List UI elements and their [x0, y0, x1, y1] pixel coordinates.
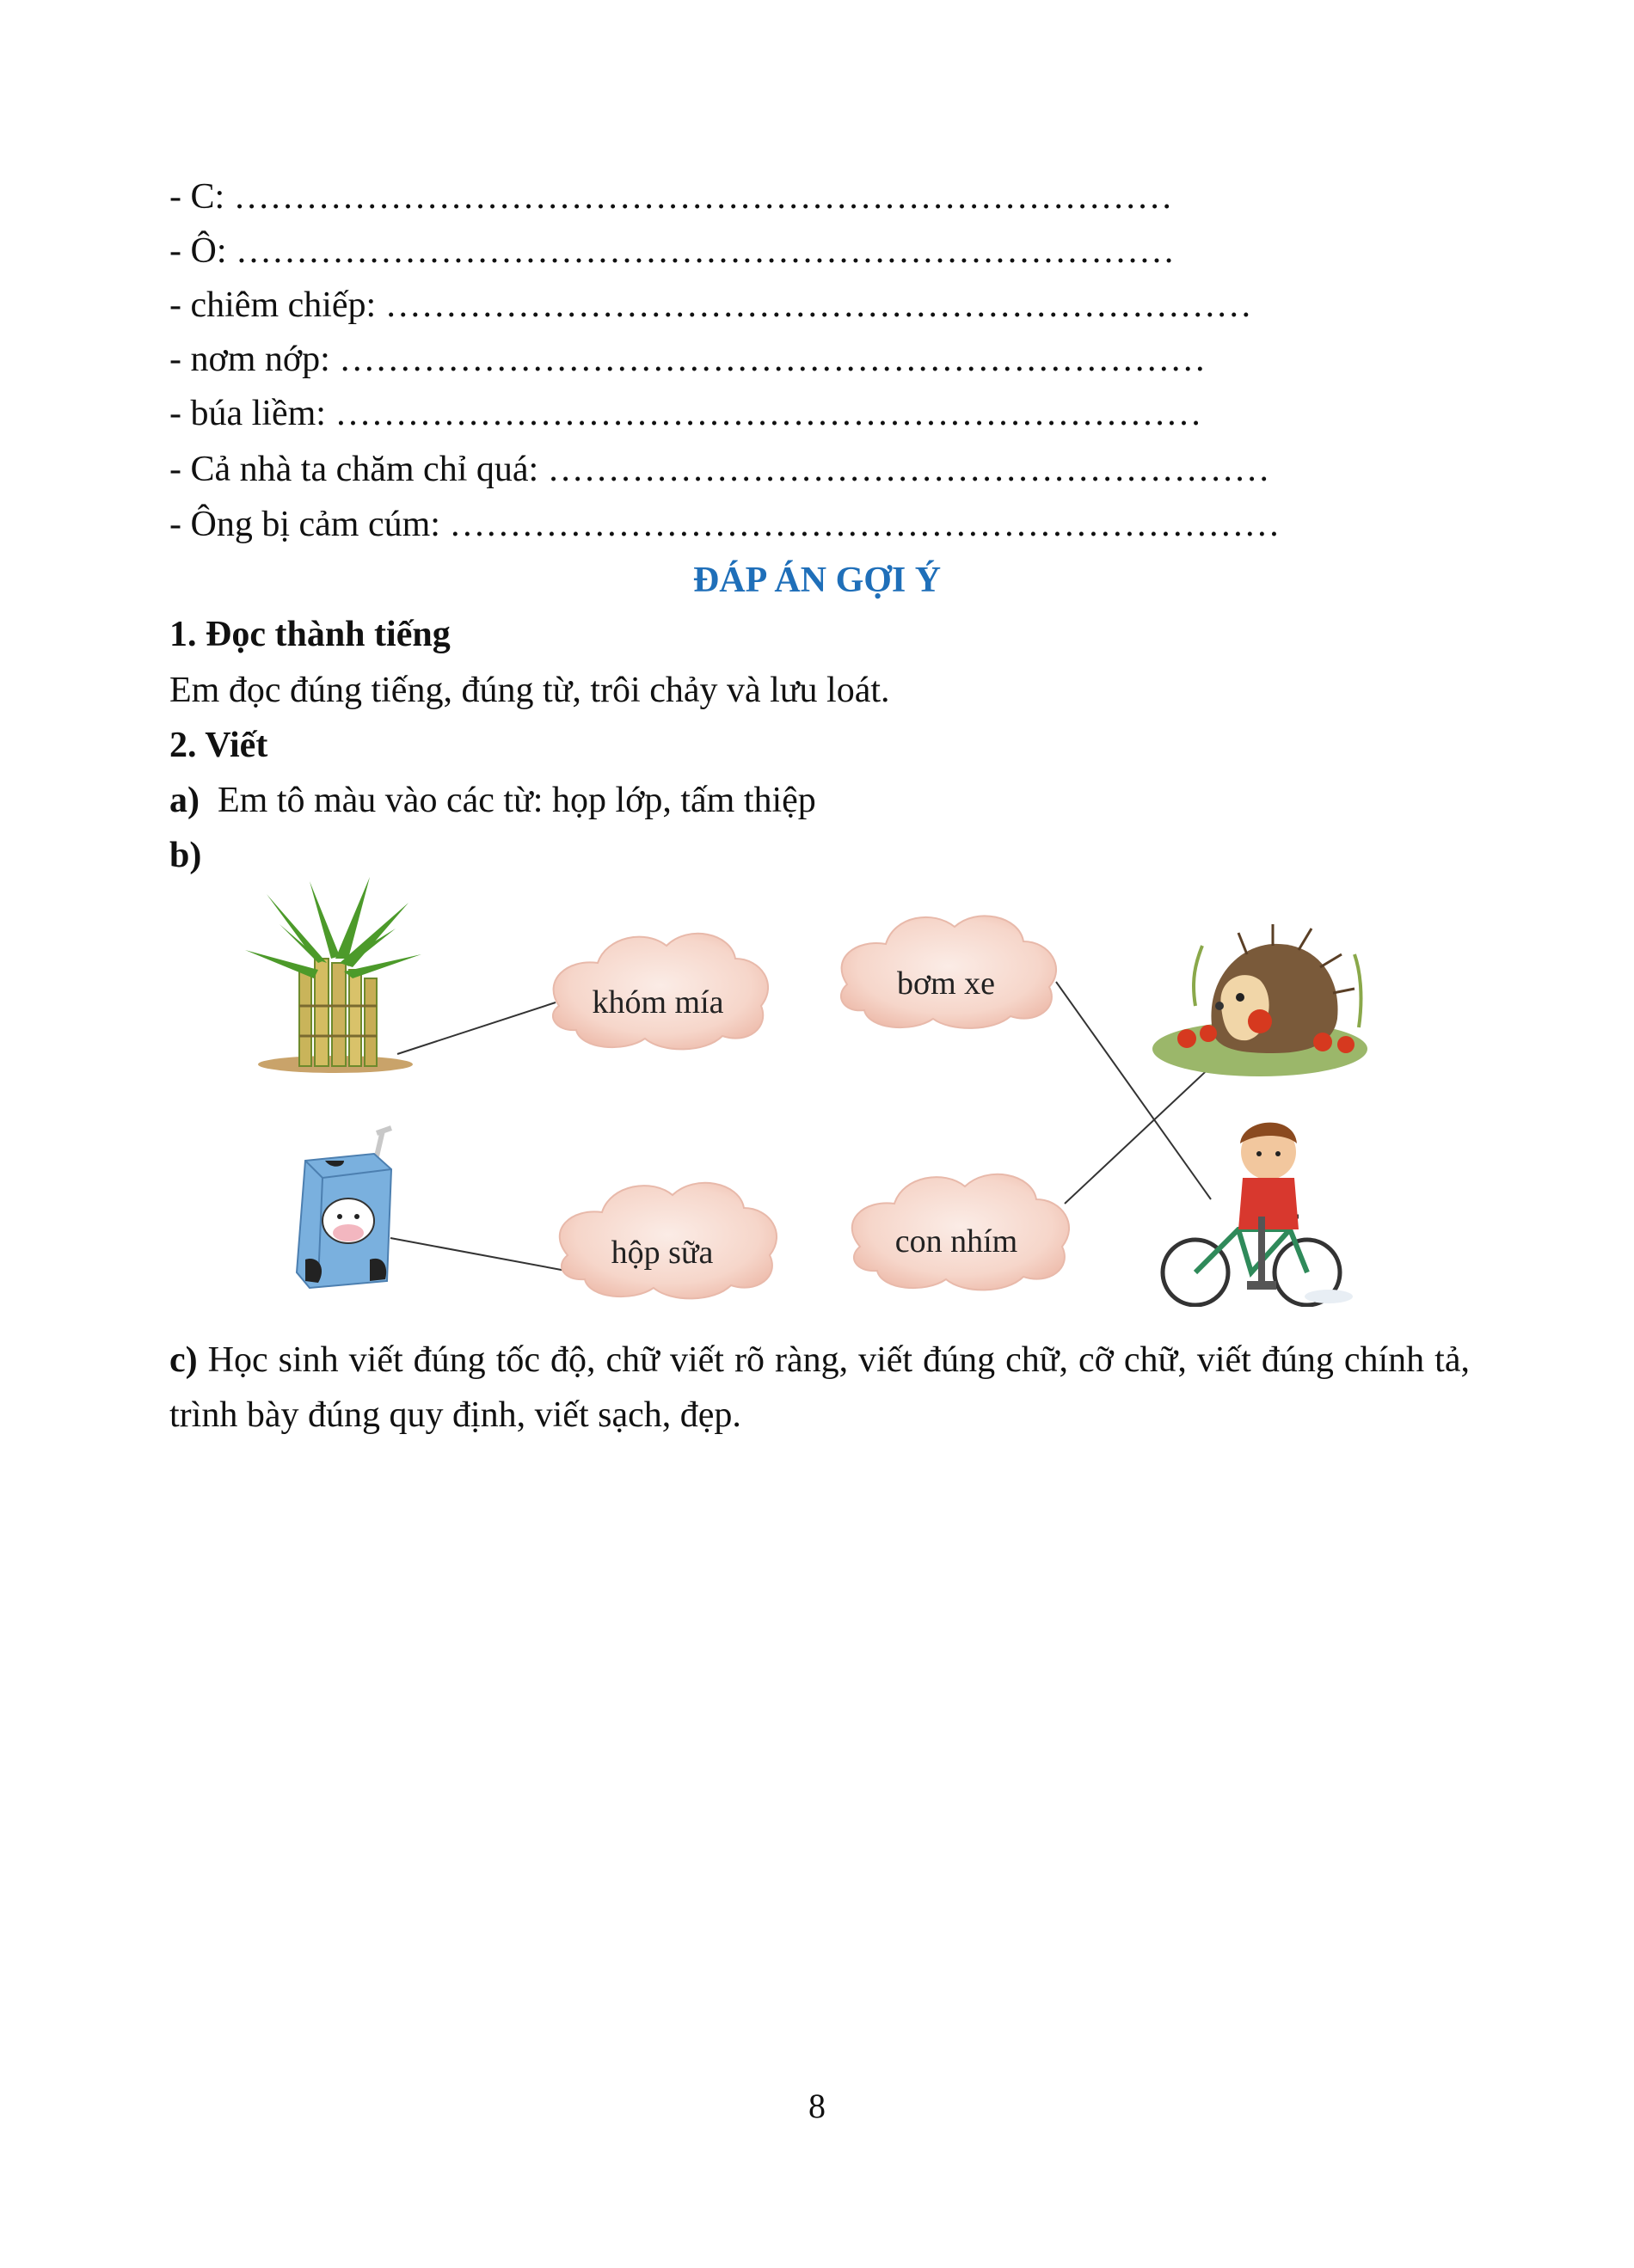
cloud-con-nhim: [852, 1174, 1069, 1290]
answer-dots: ……………………………………………………: [547, 450, 1270, 489]
match-line-mia: [397, 1002, 556, 1054]
line-label: - Ô:: [169, 231, 236, 271]
cloud-khom-mia: [553, 934, 768, 1050]
item-c-label: c): [169, 1340, 198, 1380]
exercise-line-c: [169, 169, 1477, 224]
line-label: - Cả nhà ta chăm chỉ quá:: [169, 450, 548, 489]
sugarcane-image: [245, 877, 421, 1073]
match-line-bom-xe: [1056, 982, 1211, 1199]
boy-bicycle-image: [1163, 1123, 1353, 1305]
section2-title: 2. Viết: [169, 726, 268, 765]
line-label: - nơm nớp:: [169, 340, 340, 379]
cloud-label-bom-xe: bơm xe: [896, 965, 996, 1002]
line-label: - C:: [169, 177, 234, 217]
section2-c: [169, 1333, 1470, 1443]
exercise-line-ca-nha: [169, 442, 1477, 497]
exercise-line-bua-liem: [169, 386, 1477, 441]
cloud-label-con-nhim: con nhím: [894, 1223, 1018, 1260]
page-number: 8: [808, 2087, 826, 2125]
section2-a: [169, 773, 1477, 828]
exercise-line-o: [169, 224, 1477, 279]
cloud-hop-sua: [560, 1183, 777, 1299]
matching-illustration: [232, 877, 1385, 1307]
answer-dots: ………………………………………………………………: [384, 285, 1252, 325]
cloud-bom-xe: [841, 916, 1056, 1028]
answer-dots: ………………………………………………………………: [339, 340, 1207, 379]
item-a-text: Em tô màu vào các từ: họp lớp, tấm thiệp: [218, 781, 816, 820]
milk-carton-image: [297, 1128, 391, 1288]
item-c-text: Học sinh viết đúng tốc độ, chữ viết rõ ràng, viết đúng chữ, cỡ chữ, viết đúng chính tả, trình bày đúng quy định, viết sạch, đẹp.: [169, 1340, 1470, 1435]
hedgehog-image: [1152, 924, 1367, 1076]
line-label: - búa liềm:: [169, 394, 335, 433]
answer-dots: ……………………………………………………………………: [236, 231, 1175, 271]
answer-dots: ……………………………………………………………………: [233, 177, 1173, 217]
exercise-line-nom-nop: [169, 332, 1477, 387]
cloud-label-khom-mia: khóm mía: [592, 984, 724, 1021]
answer-dots: ……………………………………………………………: [449, 505, 1281, 544]
answer-dots: ………………………………………………………………: [335, 394, 1202, 433]
exercise-line-ong-bi: [169, 497, 1477, 552]
item-a-label: a): [169, 781, 200, 820]
exercise-line-chiem-chiep: [169, 278, 1477, 333]
answer-heading: ĐÁP ÁN GỢI Ý: [692, 561, 942, 600]
item-b-label: b): [169, 836, 202, 875]
match-line-sua: [390, 1238, 566, 1271]
section1-title: 1. Đọc thành tiếng: [169, 615, 451, 654]
section1-text: Em đọc đúng tiếng, đúng từ, trôi chảy và lưu loát.: [169, 671, 890, 710]
line-label: - Ông bị cảm cúm:: [169, 505, 450, 544]
cloud-label-hop-sua: hộp sữa: [611, 1235, 714, 1271]
line-label: - chiêm chiếp:: [169, 285, 385, 325]
